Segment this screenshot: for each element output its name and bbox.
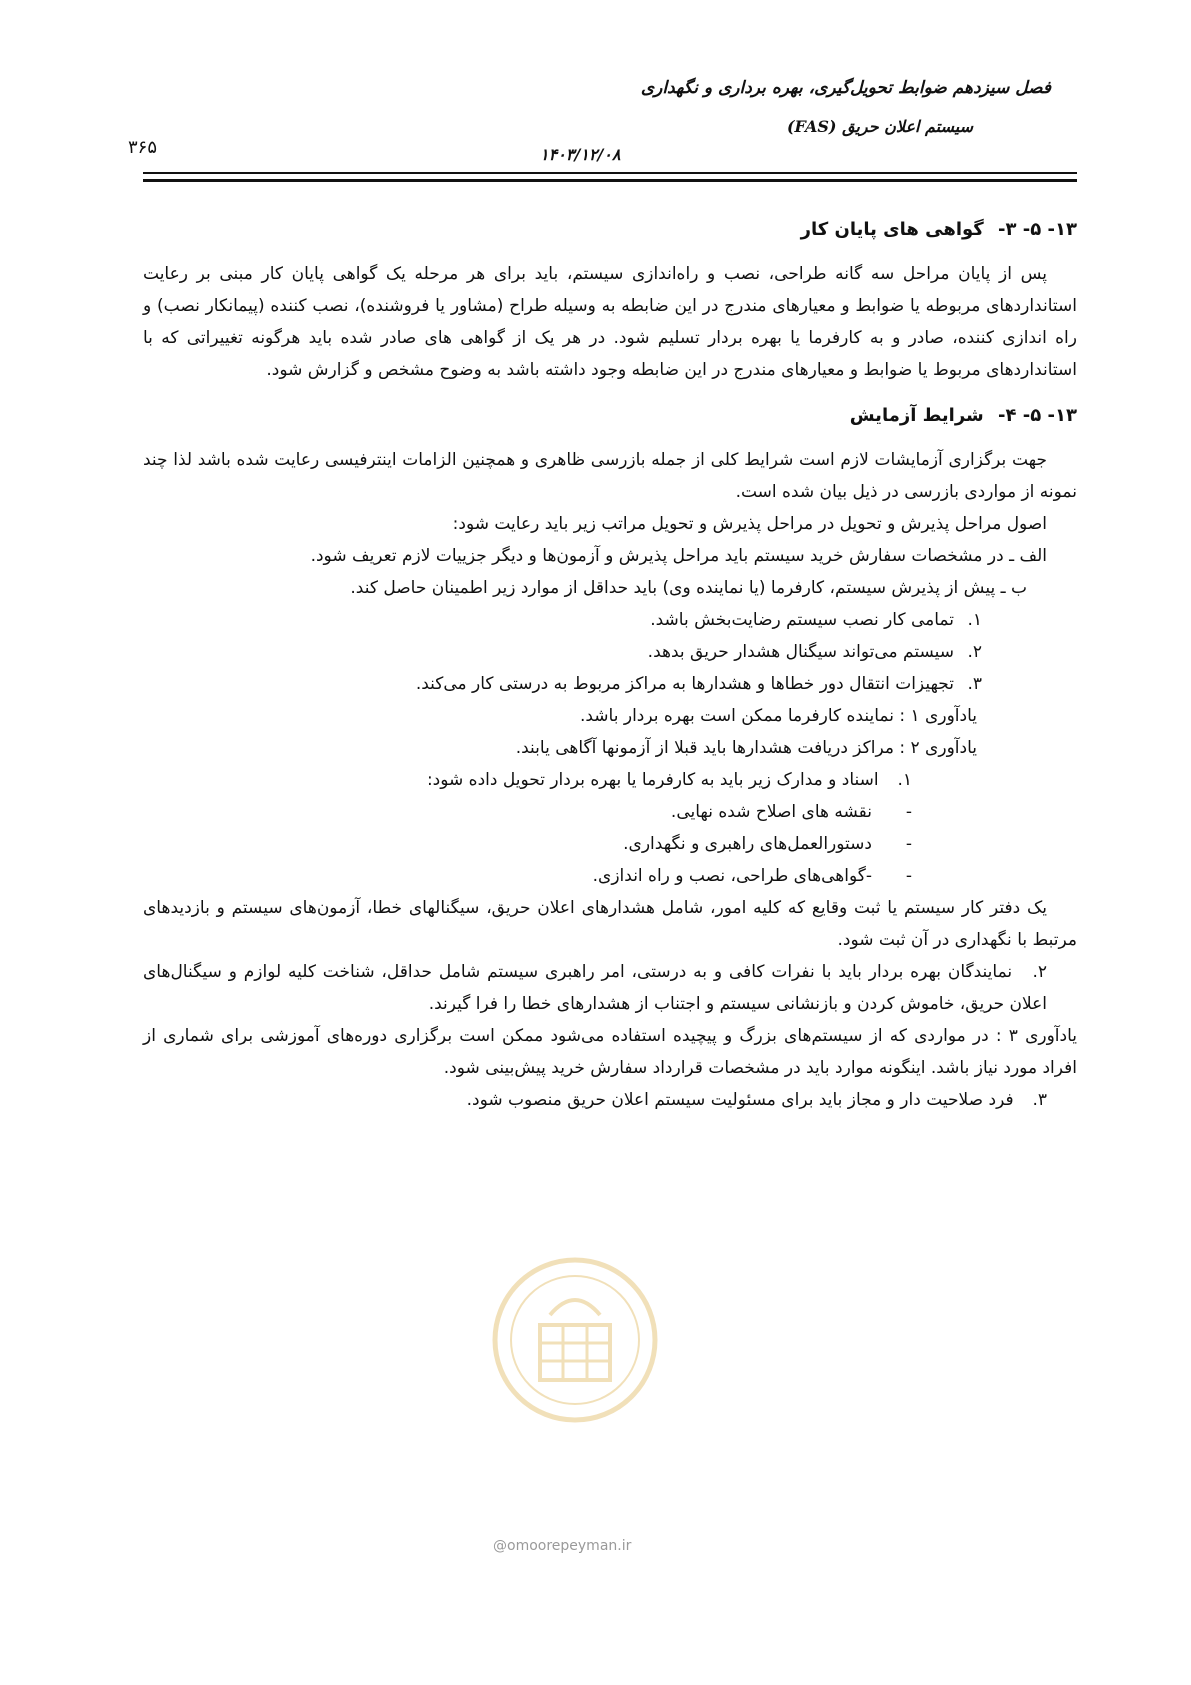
list-item bbox=[143, 828, 1077, 860]
header-rule-thin bbox=[143, 172, 1077, 174]
list-text: نقشه های اصلاح شده نهایی. bbox=[670, 802, 872, 822]
item-beh: ب ـ پیش از پذیرش سیستم، کارفرما (یا نماینده وی) باید حداقل از موارد زیر اطمینان حاصل کند. bbox=[350, 578, 1027, 598]
list-text: دستورالعمل‌های راهبری و نگهداری. bbox=[623, 834, 872, 854]
dash-bullet: - bbox=[905, 834, 912, 854]
list-number: ۱. bbox=[967, 610, 982, 630]
list-text: فرد صلاحیت دار و مجاز باید برای مسئولیت سیستم اعلان حریق منصوب شود. bbox=[466, 1090, 1014, 1110]
deliverable-documents-list bbox=[143, 796, 1077, 892]
list-text: -گواهی‌های طراحی، نصب و راه اندازی. bbox=[592, 866, 872, 886]
list-number: ۲. bbox=[1032, 962, 1048, 982]
chapter-title: فصل سیزدهم ضوابط تحویل‌گیری، بهره برداری و نگهداری bbox=[640, 78, 1051, 98]
list-item bbox=[143, 764, 1077, 796]
acceptance-principles: اصول مراحل پذیرش و تحویل در مراحل پذیرش و تحویل مراتب زیر باید رعایت شود: bbox=[452, 514, 1047, 534]
document-body bbox=[143, 214, 1077, 1116]
note-1: یادآوری ۱ : نماینده کارفرما ممکن است بهره بردار باشد. bbox=[579, 706, 977, 726]
section-heading-3 bbox=[143, 214, 1077, 246]
section-number: ۱۳- ۵- ۴- bbox=[998, 405, 1077, 426]
list-text: نمایندگان بهره بردار باید با نفرات کافی و به درستی، امر راهبری سیستم شامل حداقل، شناخت کلیه لوازم و سیگنال‌های اعلان حریق، خاموش کردن و بازنشانی سیستم و اجتناب از هشدارهای خطا را فرا گیرند. bbox=[143, 962, 1047, 1014]
section-heading-4 bbox=[143, 400, 1077, 432]
list-item bbox=[143, 636, 1077, 668]
certificates-paragraph: پس از پایان مراحل سه گانه طراحی، نصب و راه‌اندازی سیستم، باید برای هر مرحله یک گواهی پایان کار مبنی بر رعایت استانداردهای مربوطه یا ضوابط و معیارهای مندرج در این ضابطه به وسیله طراح (مشاور یا فروشنده)، نصب کننده (پیمانکار نصب) و راه اندازی کننده، صادر و به کارفرما یا بهره بردار تسلیم شود. در هر یک از گواهی های صادر شده باید هرگونه تغییراتی که با استانداردهای مربوط یا ضوابط و معیارهای مندرج در این ضابطه وجود داشته باشد به وضوح مشخص و گزارش شود. bbox=[143, 264, 1077, 380]
test-conditions-intro: جهت برگزاری آزمایشات لازم است شرایط کلی از جمله بازرسی ظاهری و همچنین الزامات اینترفیسی رعایت شده باشد لذا چند نمونه از مواردی بازرسی در ذیل بیان شده است. bbox=[143, 450, 1077, 502]
list-text: تمامی کار نصب سیستم رضایت‌بخش باشد. bbox=[650, 610, 954, 630]
watermark-logo bbox=[490, 1255, 660, 1425]
list-number: ۳. bbox=[967, 674, 982, 694]
header-date: ۱۴۰۳/۱۲/۰۸ bbox=[540, 145, 621, 164]
list-item bbox=[143, 796, 1077, 828]
dash-bullet: - bbox=[905, 802, 912, 822]
section-heading-text: شرایط آزمایش bbox=[849, 405, 984, 426]
acceptance-checklist bbox=[143, 604, 1077, 700]
list-number: ۱. bbox=[897, 770, 912, 790]
list-text: سیستم می‌تواند سیگنال هشدار حریق بدهد. bbox=[647, 642, 954, 662]
list-item bbox=[143, 604, 1077, 636]
logbook-paragraph: یک دفتر کار سیستم یا ثبت وقایع که کلیه امور، شامل هشدارهای اعلان حریق، سیگنالهای خطا، آزمون‌های سیستم و بازدیدهای مرتبط با نگهداری در آن ثبت شود. bbox=[143, 898, 1077, 950]
section-title: سیستم اعلان حریق (FAS) bbox=[786, 117, 973, 136]
watermark-text: @omoorepeyman.ir bbox=[493, 1538, 632, 1554]
note-2: یادآوری ۲ : مراکز دریافت هشدارها باید قبلا از آزمونها آگاهی یابند. bbox=[515, 738, 977, 758]
list-text: تجهیزات انتقال دور خطاها و هشدارها به مراکز مربوط به درستی کار می‌کند. bbox=[415, 674, 954, 694]
note-3: یادآوری ۳ : در مواردی که از سیستم‌های بزرگ و پیچیده استفاده می‌شود ممکن است برگزاری دوره‌های آموزشی برای شماری از افراد مورد نیاز باشد. اینگونه موارد باید در مشخصات قرارداد سفارش خرید پیش‌بینی شود. bbox=[143, 1026, 1077, 1078]
list-text: اسناد و مدارک زیر باید به کارفرما یا بهره بردار تحویل داده شود: bbox=[426, 770, 879, 790]
section-heading-text: گواهی های پایان کار bbox=[800, 219, 984, 240]
item-alef: الف ـ در مشخصات سفارش خرید سیستم باید مراحل پذیرش و آزمون‌ها و دیگر جزییات لازم تعریف شود. bbox=[310, 546, 1047, 566]
section-number: ۱۳- ۵- ۳- bbox=[998, 219, 1077, 240]
list-item bbox=[143, 956, 1077, 1020]
header-rule-thick bbox=[143, 179, 1077, 182]
list-number: ۲. bbox=[967, 642, 982, 662]
list-item bbox=[143, 1084, 1077, 1116]
page-number: ۳۶۵ bbox=[128, 137, 158, 158]
list-number: ۳. bbox=[1032, 1090, 1047, 1110]
list-item bbox=[143, 860, 1077, 892]
list-item bbox=[143, 668, 1077, 700]
dash-bullet: - bbox=[905, 866, 912, 886]
